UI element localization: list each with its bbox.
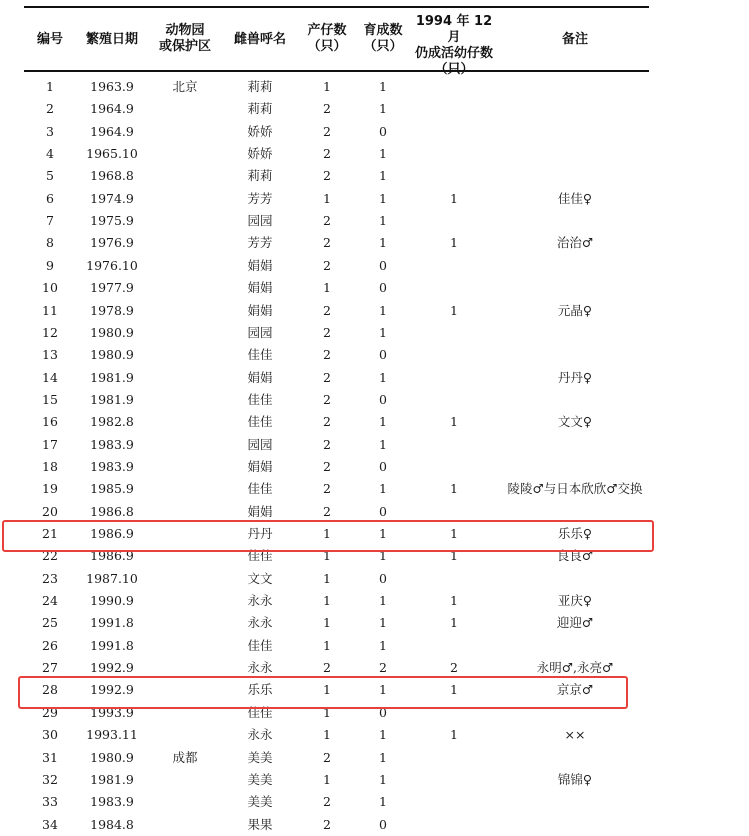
cell-born: 2 (323, 458, 331, 474)
cell-no: 27 (42, 660, 58, 676)
cell-alive (408, 98, 500, 120)
cell-no: 30 (42, 727, 58, 743)
cell-note (500, 121, 650, 143)
cell-born: 2 (323, 414, 331, 430)
cell-born: 2 (323, 816, 331, 832)
cell-zoo (150, 612, 220, 634)
cell-note (500, 434, 650, 456)
cell-raised: 1 (379, 749, 387, 765)
cell-zoo: 北京 (172, 79, 198, 94)
cell-alive (408, 121, 500, 143)
cell-zoo (150, 367, 220, 389)
cell-alive (408, 344, 500, 366)
cell-mother: 园园 (247, 324, 273, 340)
row-highlight-box (2, 520, 654, 552)
cell-alive (408, 255, 500, 277)
cell-mother: 娟娟 (247, 302, 273, 318)
cell-raised: 1 (379, 324, 387, 340)
cell-raised: 0 (379, 280, 387, 296)
cell-mother: 娇娇 (247, 123, 273, 139)
cell-date: 1981.9 (90, 771, 134, 787)
cell-no: 6 (46, 190, 54, 206)
cell-note (500, 389, 650, 411)
cell-note (500, 791, 650, 813)
cell-alive: 1 (450, 727, 458, 743)
cell-mother: 佳佳 (247, 347, 273, 363)
cell-date: 1992.9 (90, 682, 134, 698)
cell-note: 永明♂,永亮♂ (536, 660, 614, 676)
cell-raised: 1 (379, 302, 387, 318)
cell-no: 7 (46, 213, 54, 229)
cell-date: 1968.8 (90, 168, 134, 184)
cell-no: 19 (42, 481, 58, 497)
cell-note (500, 568, 650, 590)
cell-date: 1985.9 (90, 481, 134, 497)
cell-date: 1993.11 (86, 727, 138, 743)
cell-born: 2 (323, 503, 331, 519)
cell-no: 1 (46, 79, 54, 94)
cell-note (500, 344, 650, 366)
cell-born: 2 (323, 146, 331, 162)
cell-no: 16 (42, 414, 58, 430)
cell-no: 20 (42, 503, 58, 519)
cell-alive (408, 322, 500, 344)
cell-no: 12 (42, 324, 58, 340)
cell-mother: 娇娇 (247, 146, 273, 162)
cell-mother: 莉莉 (247, 101, 273, 117)
cell-no: 3 (46, 123, 54, 139)
cell-born: 1 (323, 727, 331, 743)
cell-date: 1986.9 (90, 548, 134, 564)
cell-zoo (150, 344, 220, 366)
cell-zoo (150, 232, 220, 254)
cell-date: 1992.9 (90, 660, 134, 676)
cell-born: 2 (323, 660, 331, 676)
cell-zoo: 成都 (172, 749, 198, 765)
cell-mother: 佳佳 (247, 391, 273, 407)
cell-no: 26 (42, 637, 58, 653)
cell-alive: 1 (450, 682, 458, 698)
cell-date: 1963.9 (90, 79, 134, 94)
cell-zoo (150, 724, 220, 746)
cell-mother: 永永 (247, 727, 273, 743)
cell-date: 1982.8 (90, 414, 134, 430)
cell-note (500, 322, 650, 344)
cell-born: 2 (323, 213, 331, 229)
cell-raised: 1 (379, 436, 387, 452)
cell-no: 22 (42, 548, 58, 564)
cell-born: 1 (323, 637, 331, 653)
cell-zoo (150, 791, 220, 813)
cell-mother: 永永 (247, 660, 273, 676)
cell-note (500, 98, 650, 120)
cell-mother: 永永 (247, 615, 273, 631)
cell-born: 2 (323, 369, 331, 385)
cell-note (500, 143, 650, 165)
cell-alive: 1 (450, 593, 458, 609)
cell-mother: 美美 (247, 771, 273, 787)
cell-alive: 1 (450, 526, 458, 541)
cell-note (500, 165, 650, 187)
cell-zoo (150, 322, 220, 344)
cell-no: 8 (46, 235, 54, 251)
cell-raised: 0 (379, 458, 387, 474)
cell-born: 1 (323, 682, 331, 698)
cell-no: 14 (42, 369, 58, 385)
cell-note: ×× (564, 727, 586, 743)
cell-raised: 0 (379, 257, 387, 273)
cell-zoo (150, 456, 220, 478)
cell-born: 1 (323, 79, 331, 94)
cell-born: 1 (323, 548, 331, 564)
cell-alive (408, 769, 500, 791)
cell-note: 治治♂ (556, 235, 594, 251)
cell-born: 1 (323, 280, 331, 296)
cell-alive (408, 165, 500, 187)
cell-note (500, 210, 650, 232)
header-zoo: 动物园 或保护区 (158, 23, 211, 54)
header-mother: 雌兽呼名 (233, 32, 286, 47)
cell-no: 9 (46, 257, 54, 273)
cell-zoo (150, 121, 220, 143)
cell-no: 15 (42, 391, 58, 407)
cell-mother: 娟娟 (247, 280, 273, 296)
cell-zoo (150, 635, 220, 657)
cell-no: 18 (42, 458, 58, 474)
cell-zoo (150, 478, 220, 500)
cell-zoo (150, 434, 220, 456)
cell-raised: 1 (379, 190, 387, 206)
cell-born: 1 (323, 704, 331, 720)
table-header-rule (24, 70, 649, 72)
cell-mother: 娟娟 (247, 257, 273, 273)
cell-alive (408, 747, 500, 769)
cell-raised: 1 (379, 682, 387, 698)
cell-alive (408, 568, 500, 590)
cell-no: 31 (42, 749, 58, 765)
cell-alive: 1 (450, 190, 458, 206)
cell-born: 1 (323, 593, 331, 609)
cell-mother: 丹丹 (247, 526, 273, 541)
cell-no: 21 (42, 526, 58, 541)
cell-born: 2 (323, 481, 331, 497)
cell-raised: 2 (379, 660, 387, 676)
cell-no: 4 (46, 146, 54, 162)
cell-no: 11 (42, 302, 58, 318)
cell-no: 23 (42, 570, 58, 586)
cell-zoo (150, 769, 220, 791)
cell-note: 佳佳♀ (557, 190, 593, 206)
cell-mother: 佳佳 (247, 548, 273, 564)
cell-alive (408, 635, 500, 657)
cell-no: 33 (42, 794, 58, 810)
cell-alive (408, 143, 500, 165)
header-note: 备注 (561, 32, 588, 47)
cell-born: 2 (323, 347, 331, 363)
cell-mother: 美美 (247, 794, 273, 810)
cell-date: 1981.9 (90, 369, 134, 385)
cell-date: 1974.9 (90, 190, 134, 206)
cell-no: 2 (46, 101, 54, 117)
cell-note: 京京♂ (556, 682, 594, 698)
cell-date: 1964.9 (90, 123, 134, 139)
cell-alive (408, 367, 500, 389)
cell-alive (408, 791, 500, 813)
cell-mother: 佳佳 (247, 414, 273, 430)
cell-note: 丹丹♀ (557, 369, 593, 385)
cell-raised: 1 (379, 794, 387, 810)
cell-born: 2 (323, 168, 331, 184)
cell-alive: 1 (450, 235, 458, 251)
cell-no: 28 (42, 682, 58, 698)
cell-mother: 佳佳 (247, 481, 273, 497)
cell-date: 1983.9 (90, 436, 134, 452)
cell-note (500, 76, 650, 98)
cell-raised: 0 (379, 391, 387, 407)
cell-raised: 0 (379, 123, 387, 139)
cell-date: 1965.10 (86, 146, 138, 162)
cell-born: 2 (323, 123, 331, 139)
cell-raised: 1 (379, 213, 387, 229)
cell-date: 1980.9 (90, 324, 134, 340)
cell-no: 32 (42, 771, 58, 787)
cell-no: 34 (42, 816, 58, 832)
cell-note: 亚庆♀ (557, 593, 593, 609)
header-date: 繁殖日期 (85, 32, 138, 47)
cell-raised: 0 (379, 503, 387, 519)
cell-note: 陵陵♂与日本欣欣♂交换 (507, 481, 643, 497)
cell-born: 2 (323, 391, 331, 407)
cell-born: 2 (323, 235, 331, 251)
cell-mother: 佳佳 (247, 637, 273, 653)
header-no: 编号 (36, 32, 63, 47)
cell-raised: 1 (379, 414, 387, 430)
cell-date: 1981.9 (90, 391, 134, 407)
cell-mother: 果果 (247, 816, 273, 832)
cell-raised: 1 (379, 593, 387, 609)
cell-mother: 芳芳 (247, 235, 273, 251)
cell-raised: 1 (379, 615, 387, 631)
cell-mother: 娟娟 (247, 458, 273, 474)
cell-raised: 1 (379, 727, 387, 743)
cell-raised: 1 (379, 637, 387, 653)
cell-mother: 莉莉 (247, 168, 273, 184)
cell-mother: 娟娟 (247, 369, 273, 385)
cell-zoo (150, 165, 220, 187)
cell-zoo (150, 98, 220, 120)
cell-alive (408, 76, 500, 98)
cell-raised: 1 (379, 101, 387, 117)
cell-note: 乐乐♀ (557, 526, 593, 541)
cell-date: 1987.10 (86, 570, 138, 586)
cell-raised: 1 (379, 79, 387, 94)
cell-zoo (150, 411, 220, 433)
cell-note (500, 747, 650, 769)
cell-date: 1993.9 (90, 704, 134, 720)
table-top-rule (24, 6, 649, 8)
cell-raised: 1 (379, 481, 387, 497)
cell-alive: 1 (450, 615, 458, 631)
cell-date: 1983.9 (90, 794, 134, 810)
cell-raised: 0 (379, 816, 387, 832)
cell-no: 5 (46, 168, 54, 184)
cell-note (500, 255, 650, 277)
cell-note (500, 277, 650, 299)
cell-zoo (150, 143, 220, 165)
cell-no: 25 (42, 615, 58, 631)
cell-raised: 1 (379, 548, 387, 564)
cell-zoo (150, 590, 220, 612)
cell-mother: 美美 (247, 749, 273, 765)
cell-born: 1 (323, 570, 331, 586)
cell-note: 迎迎♂ (556, 615, 594, 631)
cell-no: 10 (42, 280, 58, 296)
cell-born: 1 (323, 771, 331, 787)
cell-mother: 娟娟 (247, 503, 273, 519)
cell-born: 2 (323, 436, 331, 452)
cell-raised: 1 (379, 235, 387, 251)
cell-zoo (150, 568, 220, 590)
cell-date: 1986.9 (90, 526, 134, 541)
cell-alive (408, 210, 500, 232)
cell-alive: 2 (450, 660, 458, 676)
cell-zoo (150, 389, 220, 411)
cell-note (500, 456, 650, 478)
cell-raised: 0 (379, 570, 387, 586)
cell-no: 24 (42, 593, 58, 609)
cell-date: 1980.9 (90, 749, 134, 765)
cell-raised: 1 (379, 771, 387, 787)
cell-born: 1 (323, 526, 331, 541)
cell-note: 锦锦♀ (557, 771, 593, 787)
cell-mother: 芳芳 (247, 190, 273, 206)
header-alive: 1994 年 12 月 仍成活幼仔数 (414, 14, 493, 61)
header-born: 产仔数 （只） (307, 23, 347, 54)
cell-born: 2 (323, 749, 331, 765)
cell-date: 1976.9 (90, 235, 134, 251)
cell-alive (408, 434, 500, 456)
cell-zoo (150, 255, 220, 277)
cell-born: 2 (323, 257, 331, 273)
cell-date: 1991.8 (90, 615, 134, 631)
cell-date: 1990.9 (90, 593, 134, 609)
cell-alive: 1 (450, 548, 458, 564)
cell-born: 1 (323, 190, 331, 206)
cell-no: 17 (42, 436, 58, 452)
cell-born: 2 (323, 794, 331, 810)
cell-no: 29 (42, 704, 58, 720)
cell-date: 1984.8 (90, 816, 134, 832)
cell-alive (408, 389, 500, 411)
cell-raised: 0 (379, 704, 387, 720)
cell-raised: 1 (379, 146, 387, 162)
cell-date: 1983.9 (90, 458, 134, 474)
cell-alive (408, 277, 500, 299)
cell-note: 元晶♀ (557, 302, 593, 318)
cell-date: 1980.9 (90, 347, 134, 363)
cell-date: 1977.9 (90, 280, 134, 296)
cell-mother: 文文 (247, 570, 273, 586)
cell-zoo (150, 188, 220, 210)
cell-date: 1986.8 (90, 503, 134, 519)
cell-raised: 1 (379, 168, 387, 184)
cell-alive: 1 (450, 302, 458, 318)
cell-born: 2 (323, 324, 331, 340)
cell-raised: 1 (379, 369, 387, 385)
cell-mother: 园园 (247, 213, 273, 229)
cell-note: 文文♀ (557, 414, 593, 430)
cell-zoo (150, 300, 220, 322)
cell-date: 1964.9 (90, 101, 134, 117)
cell-born: 2 (323, 101, 331, 117)
cell-alive: 1 (450, 414, 458, 430)
cell-note: 良良♂ (556, 548, 594, 564)
cell-mother: 佳佳 (247, 704, 273, 720)
row-highlight-box (18, 676, 628, 708)
cell-date: 1975.9 (90, 213, 134, 229)
cell-born: 1 (323, 615, 331, 631)
cell-raised: 1 (379, 526, 387, 541)
cell-alive: 1 (450, 481, 458, 497)
cell-date: 1991.8 (90, 637, 134, 653)
cell-date: 1978.9 (90, 302, 134, 318)
cell-mother: 园园 (247, 436, 273, 452)
cell-zoo (150, 277, 220, 299)
cell-mother: 永永 (247, 593, 273, 609)
cell-no: 13 (42, 347, 58, 363)
cell-date: 1976.10 (86, 257, 138, 273)
cell-note (500, 635, 650, 657)
cell-zoo (150, 210, 220, 232)
header-raised: 育成数 （只） (363, 23, 403, 54)
cell-alive (408, 456, 500, 478)
cell-raised: 0 (379, 347, 387, 363)
cell-mother: 乐乐 (247, 682, 273, 698)
cell-mother: 莉莉 (247, 79, 273, 94)
cell-born: 2 (323, 302, 331, 318)
